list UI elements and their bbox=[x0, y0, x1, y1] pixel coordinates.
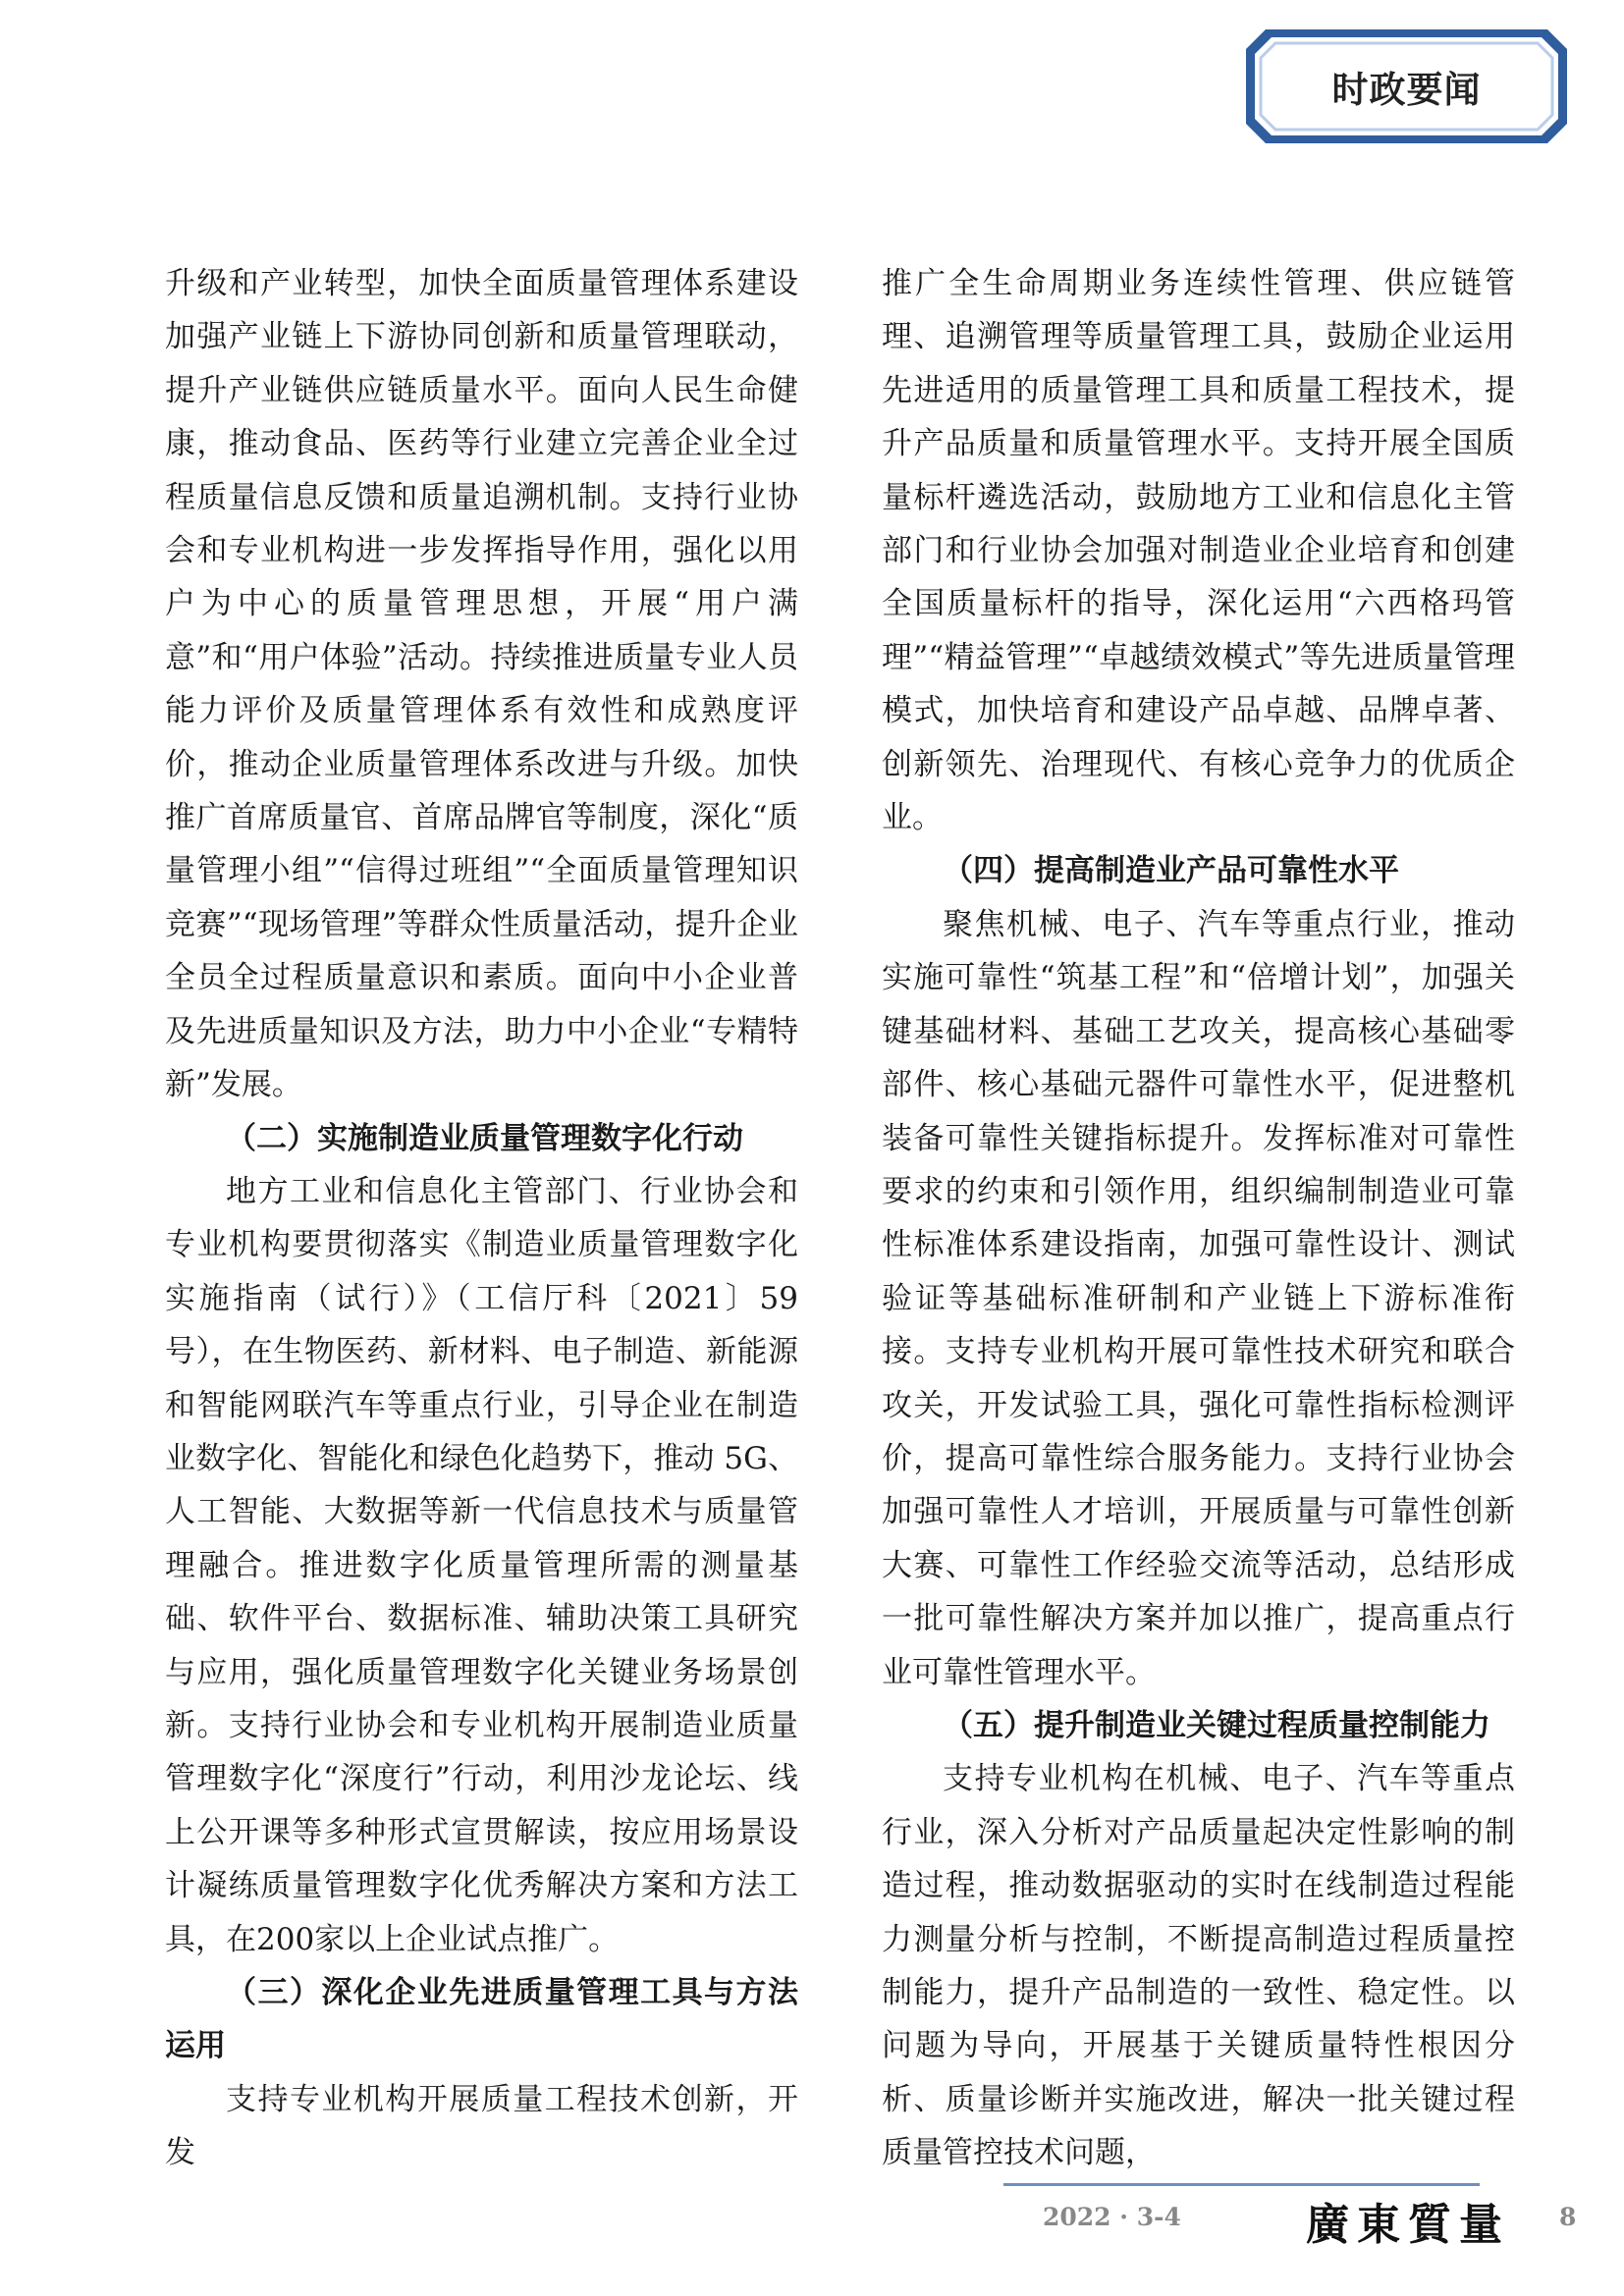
section-heading: （五）提升制造业关键过程质量控制能力 bbox=[943, 1707, 1490, 1743]
section-heading: （三）深化企业先进质量管理工具与方法运用 bbox=[165, 1975, 798, 2064]
section-badge bbox=[1242, 26, 1571, 147]
section-label: 时政要闻 bbox=[1331, 69, 1482, 111]
paragraph: 聚焦机械、电子、汽车等重点行业，推动实施可靠性“筑基工程”和“倍增计划”，加强关键基础材料、基础工艺攻关，提高核心基础零部件、核心基础元器件可靠性水平，促进整机装备可靠性关键指标提升。发挥标准对可靠性要求的约束和引领作用，组织编制制造业可靠性标准体系建设指南，加强可靠性设计、测试验证等基础标准研制和产业链上下游标准衔接。支持专业机构开展可靠性技术研究和联合攻关，开发试验工具，强化可靠性指标检测评价，提高可靠性综合服务能力。支持行业协会加强可靠性人才培训，开展质量与可靠性创新大赛、可靠性工作经验交流等活动，总结形成一批可靠性解决方案并加以推广，提高重点行业可靠性管理水平。 bbox=[882, 906, 1516, 1690]
footer-divider bbox=[1003, 2183, 1480, 2186]
paragraph: 升级和产业转型，加快全面质量管理体系建设加强产业链上下游协同创新和质量管理联动，提升产业链供应链质量水平。面向人民生命健康，推动食品、医药等行业建立完善企业全过程质量信息反馈和质量追溯机制。支持行业协会和专业机构进一步发挥指导作用，强化以用户为中心的质量管理思想，开展“用户满意”和“用户体验”活动。持续推进质量专业人员能力评价及质量管理体系有效性和成熟度评价，推动企业质量管理体系改进与升级。加快推广首席质量官、首席品牌官等制度，深化“质量管理小组”“信得过班组”“全面质量管理知识竞赛”“现场管理”等群众性质量活动，提升企业全员全过程质量意识和素质。面向中小企业普及先进质量知识及方法，助力中小企业“专精特新”发展。 bbox=[165, 266, 798, 1103]
paragraph: 支持专业机构开展质量工程技术创新，开发 bbox=[165, 2081, 798, 2171]
paragraph: 支持专业机构在机械、电子、汽车等重点行业，深入分析对产品质量起决定性影响的制造过程，推动数据驱动的实时在线制造过程能力测量分析与控制，不断提高制造过程质量控制能力，提升产品制造的一致性、稳定性。以问题为导向，开展基于关键质量特性根因分析、质量诊断并实施改进，解决一批关键过程质量管控技术问题， bbox=[882, 1761, 1515, 2171]
section-heading: （四）提高制造业产品可靠性水平 bbox=[943, 853, 1399, 889]
left-column bbox=[165, 257, 798, 2180]
paragraph: 地方工业和信息化主管部门、行业协会和专业机构要贯彻落实《制造业质量管理数字化实施指南（试行）》（工信厅科〔2021〕59 号），在生物医药、新材料、电子制造、新能源和智能网联汽车等重点行业，引导企业在制造业数字化、智能化和绿色化趋势下，推动 5G、人工智能、大数据等新一代信息技术与质量管理融合。推进数字化质量管理所需的测量基础、软件平台、数据标准、辅助决策工具研究与应用，强化质量管理数字化关键业务场景创新。支持行业协会和专业机构开展制造业质量管理数字化“深度行”行动，利用沙龙论坛、线上公开课等多种形式宣贯解读，按应用场景设计凝练质量管理数字化优秀解决方案和方法工具，在200家以上企业试点推广。 bbox=[165, 1173, 798, 1957]
page-number: 8 bbox=[1559, 2203, 1577, 2231]
paragraph: 推广全生命周期业务连续性管理、供应链管理、追溯管理等质量管理工具，鼓励企业运用先进适用的质量管理工具和质量工程技术，提升产品质量和质量管理水平。支持开展全国质量标杆遴选活动，鼓励地方工业和信息化主管部门和行业协会加强对制造业企业培育和创建全国质量标杆的指导，深化运用“六西格玛管理”“精益管理”“卓越绩效模式”等先进质量管理模式，加快培育和建设产品卓越、品牌卓著、创新领先、治理现代、有核心竞争力的优质企业。 bbox=[882, 266, 1515, 836]
magazine-logo: 廣東質量 bbox=[1306, 2200, 1510, 2250]
section-heading: （二）实施制造业质量管理数字化行动 bbox=[226, 1120, 743, 1156]
right-column bbox=[882, 257, 1515, 2180]
issue-date: 2022 · 3-4 bbox=[1043, 2203, 1181, 2231]
